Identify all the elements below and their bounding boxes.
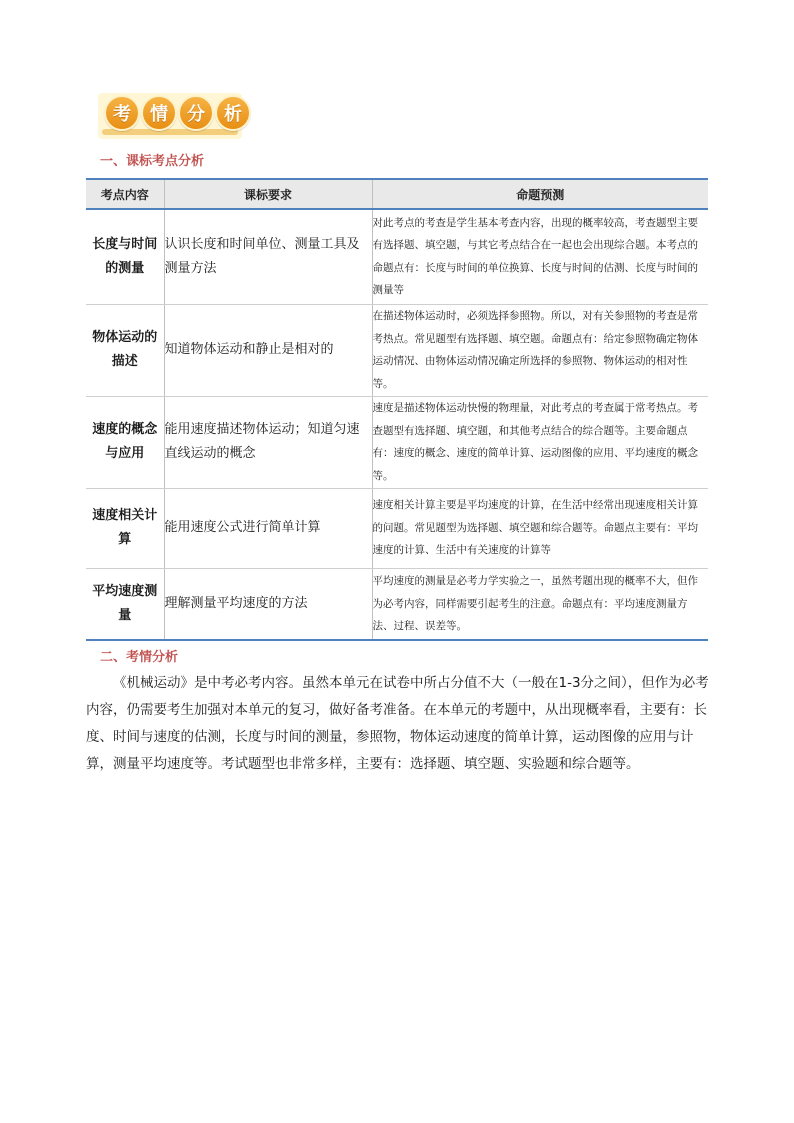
row-requirement: 理解测量平均速度的方法 (164, 568, 372, 640)
badge-characters (104, 95, 251, 131)
row-topic: 平均速度测量 (86, 568, 164, 640)
row-requirement: 能用速度描述物体运动；知道匀速直线运动的概念 (164, 396, 372, 488)
table-row (86, 304, 708, 396)
row-requirement: 认识长度和时间单位、测量工具及测量方法 (164, 209, 372, 304)
row-prediction: 在描述物体运动时，必须选择参照物。所以，对有关参照物的考查是常考热点。常见题型有选择题、填空题。命题点有：给定参照物确定物体运动情况、由物体运动情况确定所选择的参照物、物体运动的相对性等。 (372, 304, 708, 396)
header-requirement: 课标要求 (164, 179, 372, 209)
row-topic: 物体运动的描述 (86, 304, 164, 396)
row-prediction: 速度相关计算主要是平均速度的计算，在生活中经常出现速度相关计算的问题。常见题型为选择题、填空题和综合题等。命题点主要有：平均速度的计算、生活中有关速度的计算等 (372, 488, 708, 568)
row-requirement: 知道物体运动和静止是相对的 (164, 304, 372, 396)
header-topic: 考点内容 (86, 179, 164, 209)
row-topic: 速度的概念与应用 (86, 396, 164, 488)
table-row (86, 396, 708, 488)
row-prediction: 对此考点的考查是学生基本考查内容，出现的概率较高，考查题型主要有选择题、填空题，与其它考点结合在一起也会出现综合题。本考点的命题点有：长度与时间的单位换算、长度与时间的估测、长度与时间的测量等 (372, 209, 708, 304)
table-row (86, 488, 708, 568)
exam-points-table (86, 178, 708, 641)
badge-char: 情 (141, 95, 177, 131)
table-row (86, 209, 708, 304)
badge-char: 考 (104, 95, 140, 131)
badge-char: 分 (178, 95, 214, 131)
badge-char: 析 (215, 95, 251, 131)
section-badge (98, 93, 242, 139)
header-prediction: 命题预测 (372, 179, 708, 209)
row-topic: 速度相关计算 (86, 488, 164, 568)
section-1-title: 一、课标考点分析 (100, 154, 205, 169)
section-2-title: 二、考情分析 (100, 650, 179, 665)
row-prediction: 平均速度的测量是必考力学实验之一，虽然考题出现的概率不大，但作为必考内容，同样需要引起考生的注意。命题点有：平均速度测量方法、过程、误差等。 (372, 568, 708, 640)
table-row (86, 568, 708, 640)
row-prediction: 速度是描述物体运动快慢的物理量，对此考点的考查属于常考热点。考查题型有选择题、填空题，和其他考点结合的综合题等。主要命题点有：速度的概念、速度的简单计算、运动图像的应用、平均速度的概念等。 (372, 396, 708, 488)
row-requirement: 能用速度公式进行简单计算 (164, 488, 372, 568)
analysis-paragraph: 《机械运动》是中考必考内容。虽然本单元在试卷中所占分值不大（一般在1-3分之间），但作为必考内容，仍需要考生加强对本单元的复习，做好备考准备。在本单元的考题中，从出现概率看，主要有：长度、时间与速度的估测，长度与时间的测量，参照物，物体运动速度的简单计算，运动图像的应用与计算，测量平均速度等。考试题型也非常多样，主要有：选择题、填空题、实验题和综合题等。 (86, 675, 709, 772)
row-topic: 长度与时间的测量 (86, 209, 164, 304)
table-header-row (86, 179, 708, 209)
